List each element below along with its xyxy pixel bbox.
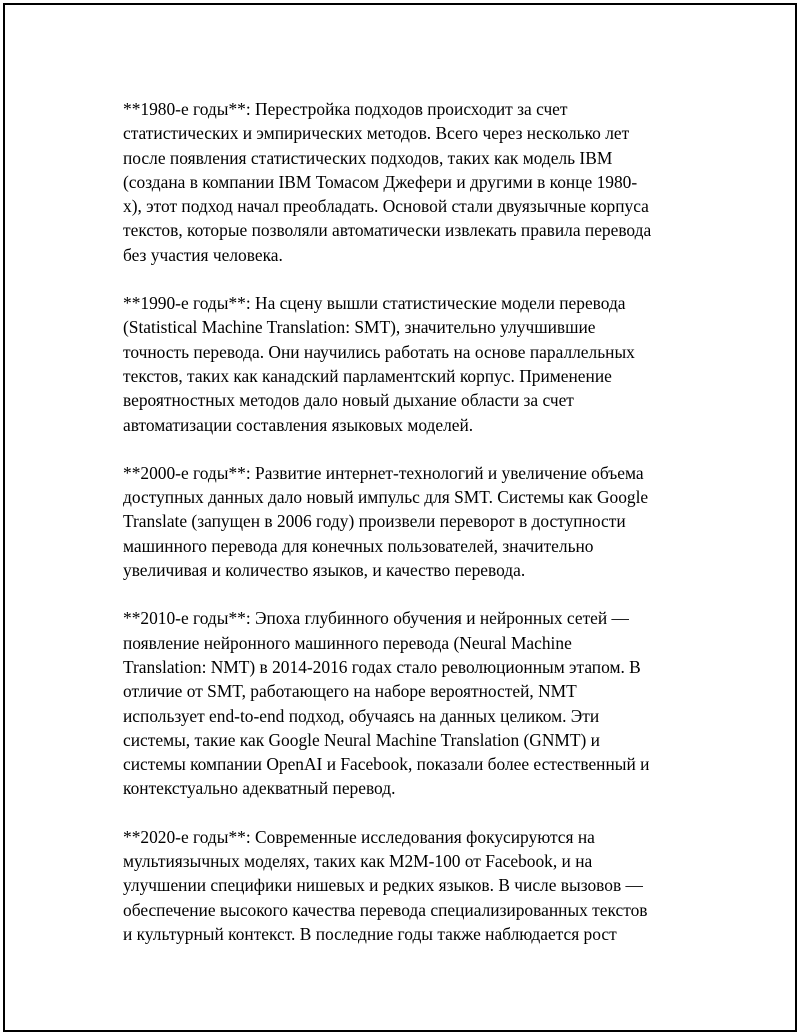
- text-line: (создана в компании IBM Томасом Джефери и другими в конце 1980-: [123, 171, 638, 192]
- text-line: х), этот подход начал преобладать. Основой стали двуязычные корпуса: [123, 196, 649, 217]
- text-line: появление нейронного машинного перевода (Neural Machine: [123, 632, 572, 653]
- text-line: **1980-е годы**: Перестройка подходов происходит за счет: [123, 99, 568, 119]
- page-content: [123, 97, 693, 970]
- paragraph-1980s: [123, 97, 693, 267]
- text-line: без участия человека.: [123, 244, 283, 265]
- text-line: системы компании OpenAI и Facebook, показали более естественный и: [123, 754, 650, 775]
- paragraph-1990s: [123, 291, 693, 437]
- text-line: **1990-е годы**: На сцену вышли статистические модели перевода: [123, 293, 626, 314]
- text-line: (Statistical Machine Translation: SMT), значительно улучшившие: [123, 317, 596, 338]
- text-line: доступных данных дало новый импульс для SMT. Системы как Google: [123, 487, 649, 508]
- text-line: автоматизации составления языковых моделей.: [123, 414, 474, 435]
- text-line: **2010-е годы**: Эпоха глубинного обучения и нейронных сетей —: [123, 608, 629, 629]
- text-line: текстов, которые позволяли автоматически извлекать правила перевода: [123, 220, 652, 241]
- text-line: отличие от SMT, работающего на наборе вероятностей, NMT: [123, 681, 577, 702]
- text-line: после появления статистических подходов, таких как модель IBM: [123, 147, 613, 168]
- text-line: статистических и эмпирических методов. Всего через несколько лет: [123, 123, 630, 144]
- text-line: машинного перевода для конечных пользователей, значительно: [123, 535, 594, 556]
- document-page: [3, 3, 797, 1032]
- text-line: улучшении специфики нишевых и редких языков. В числе вызовов —: [123, 875, 643, 896]
- text-line: использует end-to-end подход, обучаясь на данных целиком. Эти: [123, 705, 600, 726]
- text-line: и культурный контекст. В последние годы также наблюдается рост: [123, 923, 617, 944]
- text-line: мультиязычных моделях, таких как M2M-100 от Facebook, и на: [123, 851, 593, 872]
- text-line: текстов, таких как канадский парламентский корпус. Применение: [123, 365, 612, 386]
- text-line: Translate (запущен в 2006 году) произвели переворот в доступности: [123, 511, 626, 532]
- paragraph-2010s: [123, 606, 693, 800]
- text-line: Translation: NMT) в 2014-2016 годах стало революционным этапом. В: [123, 656, 641, 677]
- text-line: вероятностных методов дало новый дыхание области за счет: [123, 390, 574, 411]
- text-line: системы, такие как Google Neural Machine Translation (GNMT) и: [123, 729, 600, 750]
- text-line: точность перевода. Они научились работать на основе параллельных: [123, 341, 635, 362]
- text-line: контекстуально адекватный перевод.: [123, 778, 396, 799]
- text-line: **2000-е годы**: Развитие интернет-технологий и увеличение объема: [123, 462, 644, 483]
- text-line: обеспечение высокого качества перевода специализированных текстов: [123, 899, 648, 920]
- paragraph-2000s: [123, 461, 693, 582]
- paragraph-2020s: [123, 825, 693, 946]
- text-line: **2020-е годы**: Современные исследования фокусируются на: [123, 826, 595, 847]
- text-line: увеличивая и количество языков, и качество перевода.: [123, 560, 526, 581]
